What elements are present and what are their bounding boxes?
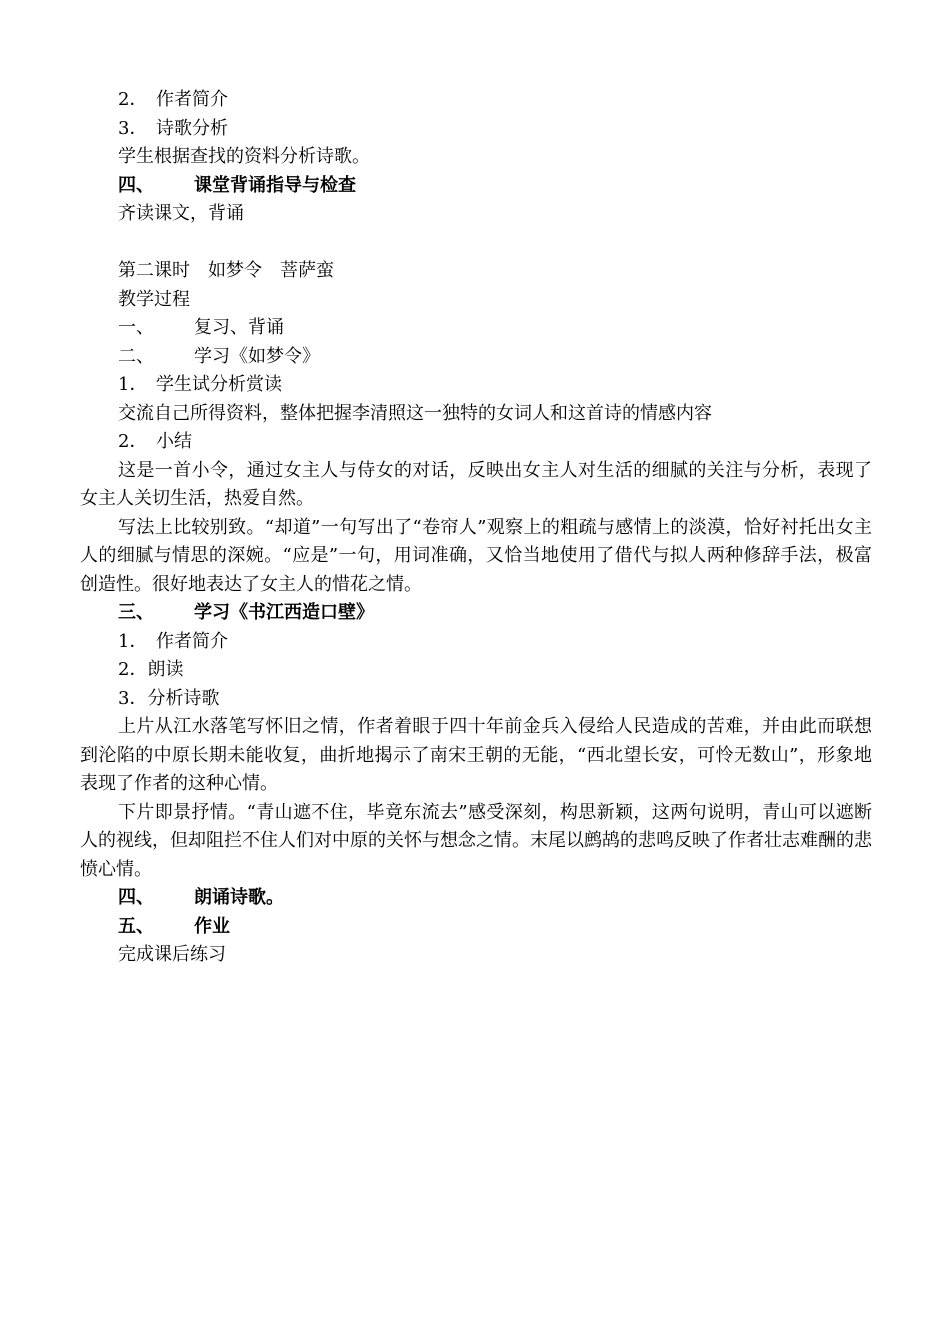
heading-number: 四、 [118, 174, 154, 196]
heading-number: 五、 [118, 915, 154, 937]
item-text: 作者简介 [156, 89, 228, 110]
heading-text: 作业 [194, 915, 230, 937]
item-text: 诗歌分析 [156, 117, 228, 139]
heading-text: 学习《书江西造口壁》 [194, 602, 374, 623]
paragraph: 这是一首小令，通过女主人与侍女的对话，反映出女主人对生活的细腻的关注与分析，表现了女主人关切生活，热爱自然。 [80, 459, 872, 509]
lesson-title: 第二课时 如梦令 菩萨蛮 [118, 260, 334, 281]
heading-number: 二、 [118, 345, 154, 367]
heading-number: 一、 [118, 317, 154, 338]
heading-text: 学习《如梦令》 [194, 345, 320, 367]
item-text: 作者简介 [156, 630, 228, 652]
paragraph: 上片从江水落笔写怀旧之情，作者着眼于四十年前金兵入侵给人民造成的苦难，并由此而联想到沦陷的中原长期未能收复，曲折地揭示了南宋王朝的无能，“西北望长安，可怜无数山”，形象地表现了作者的这种心情。 [80, 716, 872, 794]
body-line: 完成课后练习 [118, 944, 226, 965]
item-text: 学生试分析赏读 [156, 374, 282, 395]
body-line: 教学过程 [118, 288, 190, 310]
list-item [80, 86, 872, 115]
body-line: 交流自己所得资料，整体把握李清照这一独特的女词人和这首诗的情感内容 [118, 402, 712, 424]
item-number: 2． [118, 89, 148, 110]
body-line: 学生根据查找的资料分析诗歌。 [118, 146, 370, 167]
item-number: 1． [118, 374, 148, 395]
paragraph: 写法上比较别致。“却道”一句写出了“卷帘人”观察上的粗疏与感情上的淡漠，恰好衬托出女主人的细腻与情思的深婉。“应是”一句，用词准确，又恰当地使用了借代与拟人两种修辞手法，极富创造性。很好地表达了女主人的惜花之情。 [80, 516, 872, 595]
section-heading [80, 172, 872, 201]
heading-text: 复习、背诵 [194, 317, 284, 338]
section-heading [80, 913, 872, 942]
heading-text: 朗诵诗歌。 [194, 887, 284, 908]
paragraph: 下片即景抒情。“青山遮不住，毕竟东流去”感受深刻，构思新颖，这两句说明，青山可以遮断人的视线，但却阻拦不住人们对中原的关怀与想念之情。末尾以鹧鸪的悲鸣反映了作者壮志难酬的悲愤心情。 [80, 801, 872, 880]
heading-number: 四、 [118, 887, 154, 908]
item-text: 小结 [156, 431, 192, 452]
item-number: 3． [118, 117, 148, 139]
heading-number: 三、 [118, 602, 154, 623]
section-heading [80, 599, 872, 628]
blank-line [80, 229, 872, 258]
list-item: 2．朗读 [118, 659, 184, 680]
list-item [80, 428, 872, 457]
item-number: 1． [118, 630, 148, 652]
body-line: 齐读课文，背诵 [118, 203, 244, 224]
section-heading [80, 314, 872, 343]
section-heading [80, 884, 872, 913]
list-item [80, 115, 872, 144]
list-item [80, 371, 872, 400]
section-heading [80, 343, 872, 372]
document-body [80, 86, 872, 970]
list-item [80, 628, 872, 657]
item-number: 2． [118, 431, 148, 452]
heading-text: 课堂背诵指导与检查 [194, 174, 356, 196]
list-item: 3．分析诗歌 [118, 687, 220, 709]
